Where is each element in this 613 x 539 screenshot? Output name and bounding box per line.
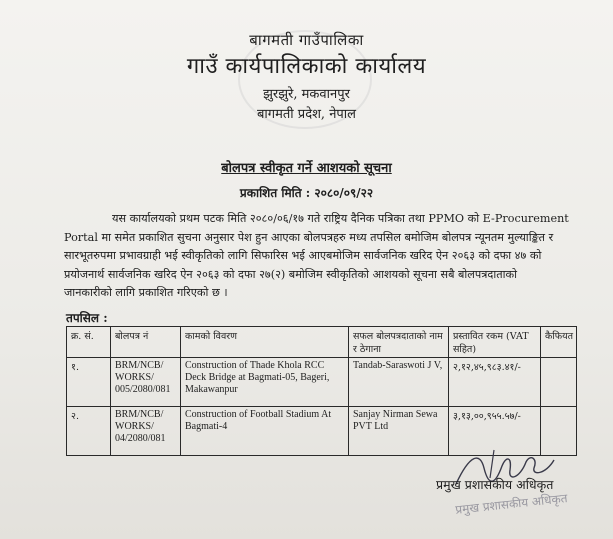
province-name: बागमती प्रदेश, नेपाल: [257, 107, 356, 122]
col-header-bid-no: बोलपत्र नं: [111, 327, 181, 358]
cell-remarks: [541, 358, 577, 407]
office-name: गाउँ कार्यपालिकाको कार्यालय: [186, 54, 427, 79]
cell-amount: २,१२,४५,९८३.४१/-: [449, 358, 541, 407]
published-date: प्रकाशित मिति : २०८०/०९/२२: [239, 186, 374, 200]
cell-bid-no: BRM/NCB/ WORKS/ 005/2080/081: [111, 358, 181, 407]
notice-body-line: जानकारीको लागि प्रकाशित गरिएको छ ।: [64, 286, 228, 299]
cell-bidder: Tandab-Saraswoti J V,: [349, 358, 449, 407]
col-header-amount: प्रस्तावित रकम (VAT सहित): [449, 327, 541, 358]
details-label: तपसिल :: [66, 311, 108, 325]
bid-table: [66, 326, 577, 456]
col-header-description: कामको विवरण: [181, 327, 349, 358]
notice-body-line: सारभूतरुपमा प्रभावग्राही भई स्वीकृतिको लागि सिफारिस भई आएबमोजिम सार्वजनिक खरिद ऐन २०६३ को दफा ४७ को: [64, 249, 542, 262]
notice-body-line: यस कार्यालयको प्रथम पटक मिति २०८०/०६/१७ गते राष्ट्रिय दैनिक पत्रिका तथा PPMO को E-Procurement: [112, 212, 569, 225]
col-header-sn: क्र. सं.: [67, 327, 111, 358]
cell-description: Construction of Thade Khola RCC Deck Bridge at Bagmati-05, Bageri, Makawanpur: [181, 358, 349, 407]
cell-description: Construction of Football Stadium At Bagmati-4: [181, 407, 349, 456]
cell-bid-no: BRM/NCB/ WORKS/ 04/2080/081: [111, 407, 181, 456]
notice-body-line: प्रयोजनार्थ सार्वजनिक खरिद ऐन २०६३ को दफा २७(२) बमोजिम स्वीकृतिको आशयको सूचना सबै बोलपत्रदाताको: [64, 267, 518, 281]
official-stamp: प्रमुख प्रशासकीय अधिकृत: [454, 491, 569, 517]
municipality-name: बागमती गाउँपालिका: [249, 31, 364, 49]
notice-body-line: Portal मा समेत प्रकाशित सुचना अनुसार पेश हुन आएका बोलपत्रहरु मध्य तपसिल बमोजिम बोलपत्र न्यूनतम मुल्याङ्कित र: [64, 230, 554, 244]
signatory-title: प्रमुख प्रशासकीय अधिकृत: [436, 477, 554, 492]
table-header-row: [67, 327, 577, 358]
cell-amount: ३,१३,००,९५५.५७/-: [449, 407, 541, 456]
cell-bidder: Sanjay Nirman Sewa PVT Ltd: [349, 407, 449, 456]
cell-sn: १.: [67, 358, 111, 407]
col-header-bidder: सफल बोलपत्रदाताको नाम र ठेगाना: [349, 327, 449, 358]
cell-sn: २.: [67, 407, 111, 456]
office-address: झुरझुरे, मकवानपुर: [263, 87, 350, 102]
notice-body: [64, 210, 579, 303]
table-row: [67, 358, 577, 407]
notice-title: बोलपत्र स्वीकृत गर्ने आशयको सूचना: [221, 161, 392, 176]
col-header-remarks: कैफियत: [541, 327, 577, 358]
